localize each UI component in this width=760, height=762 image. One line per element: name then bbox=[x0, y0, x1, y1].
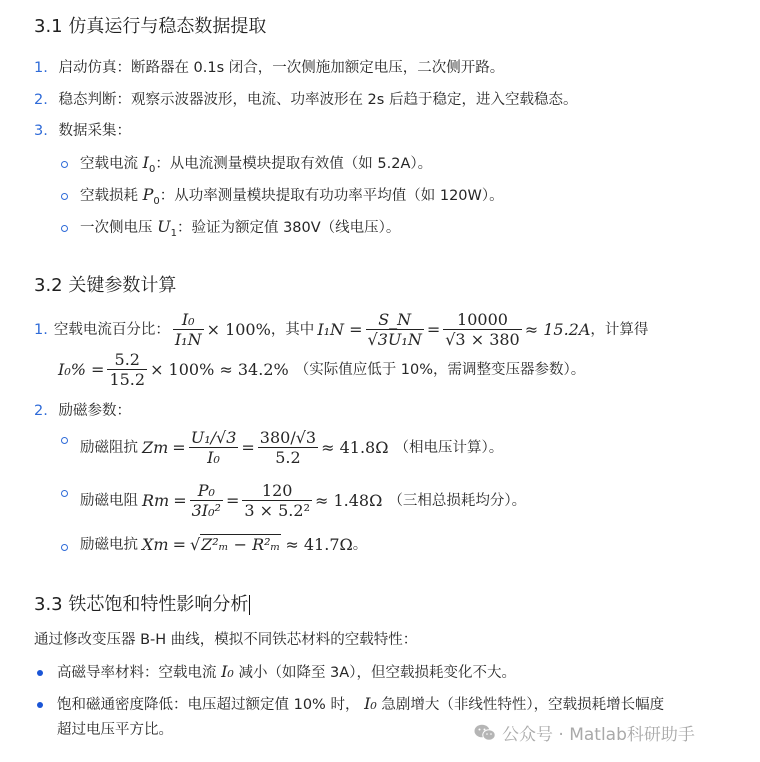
section-heading-3-2: 3.2 关键参数计算 bbox=[34, 275, 177, 296]
bullet-circle-icon bbox=[61, 437, 68, 444]
section-heading-3-1: 3.1 仿真运行与稳态数据提取 bbox=[34, 16, 267, 37]
section-heading-3-3[interactable]: 3.3 铁芯饱和特性影响分析 bbox=[34, 594, 249, 615]
formula-line: I₀% = $\frac{5.2}{15.2}$ × 100% ≈ 34.2% （实际值应低于 10%，需调整变压器参数）。 bbox=[58, 350, 586, 389]
bullet-circle-icon bbox=[61, 490, 68, 497]
list-number: 2. bbox=[34, 403, 48, 419]
list-item bbox=[34, 58, 504, 78]
wechat-icon bbox=[474, 724, 496, 742]
bullet-item: 饱和磁通密度降低：电压超过额定值 10% 时， I₀ 急剧增大（非线性特性），空载损耗增长幅度 bbox=[57, 694, 665, 713]
formula-fraction: $\frac{10000}{√3 \times 380}$ bbox=[445, 310, 520, 349]
sub-list-item-xm: 励磁电抗 X m = √ Z²ₘ − R²ₘ ≈ 41.7Ω 。 bbox=[80, 534, 368, 554]
bullet-circle-icon bbox=[61, 193, 68, 200]
bullet-dot-icon bbox=[37, 702, 43, 708]
list-text: 稳态判断：观察示波器波形，电流、功率波形在 2s 后趋于稳定，进入空载稳态。 bbox=[58, 92, 578, 108]
list-number: 1. bbox=[34, 321, 48, 338]
list-text: 启动仿真：断路器在 0.1s 闭合，一次侧施加额定电压，二次侧开路。 bbox=[58, 60, 505, 76]
sub-list-item-rm: 励磁电阻 R m = $\frac{\text{P₀}}{\text{3I₀²}}$ = $\frac{120}{\text{3 × 5.2²}}$ ≈ 1.48Ω （三相总损耗均分）。 bbox=[80, 481, 527, 520]
paragraph-intro: 通过修改变压器 B-H 曲线，模拟不同铁芯材料的空载特性： bbox=[34, 632, 418, 648]
sub-list-item: 一次侧电压 $U_1$：验证为额定值 380V（线电压）。 bbox=[80, 217, 401, 239]
bullet-item-continuation: 超过电压平方比。 bbox=[57, 722, 173, 738]
bullet-item: 高磁导率材料：空载电流 I₀ 减小（如降至 3A），但空载损耗变化不大。 bbox=[57, 662, 516, 681]
list-item bbox=[34, 121, 131, 141]
list-number: 2. bbox=[34, 92, 48, 108]
bullet-circle-icon bbox=[61, 161, 68, 168]
list-number: 1. bbox=[34, 60, 48, 76]
watermark: 公众号 · Matlab科研助手 bbox=[474, 720, 695, 745]
formula-fraction: $\frac{\text{I₀}}{\text{I₁N}}$ bbox=[174, 310, 202, 349]
bullet-circle-icon bbox=[61, 225, 68, 232]
formula-fraction: $\frac{5.2}{15.2}$ bbox=[109, 350, 146, 389]
bullet-circle-icon bbox=[61, 544, 68, 551]
text-cursor bbox=[249, 595, 250, 615]
list-item bbox=[34, 90, 577, 110]
list-item: 1. 空载电流百分比： $\frac{\text{I₀}}{\text{I₁N}}$ × 100% ，其中 I₁N = $\frac{S\_N}{\text{√3U₁N}}$ = $\frac{10000}{√3 \times 380}$ ≈ 15.2A ，计算得 bbox=[34, 310, 649, 349]
list-number: 3. bbox=[34, 123, 48, 139]
sub-list-item-zm: 励磁阻抗 Z m = $\frac{\text{U₁/√3}}{\text{I₀}}$ = $\frac{380/√3}{5.2}$ ≈ 41.8Ω （相电压计算）。 bbox=[80, 428, 504, 467]
sub-list-item: 空载电流 $I_0$：从电流测量模块提取有效值（如 5.2A）。 bbox=[80, 153, 433, 175]
list-text: 数据采集： bbox=[58, 123, 131, 139]
bullet-dot-icon bbox=[37, 670, 43, 676]
list-item: 2. 励磁参数： bbox=[34, 403, 131, 419]
formula-fraction: $\frac{S\_N}{\text{√3U₁N}}$ bbox=[367, 310, 422, 349]
sub-list-item: 空载损耗 $P_0$：从功率测量模块提取有功功率平均值（如 120W）。 bbox=[80, 185, 504, 207]
